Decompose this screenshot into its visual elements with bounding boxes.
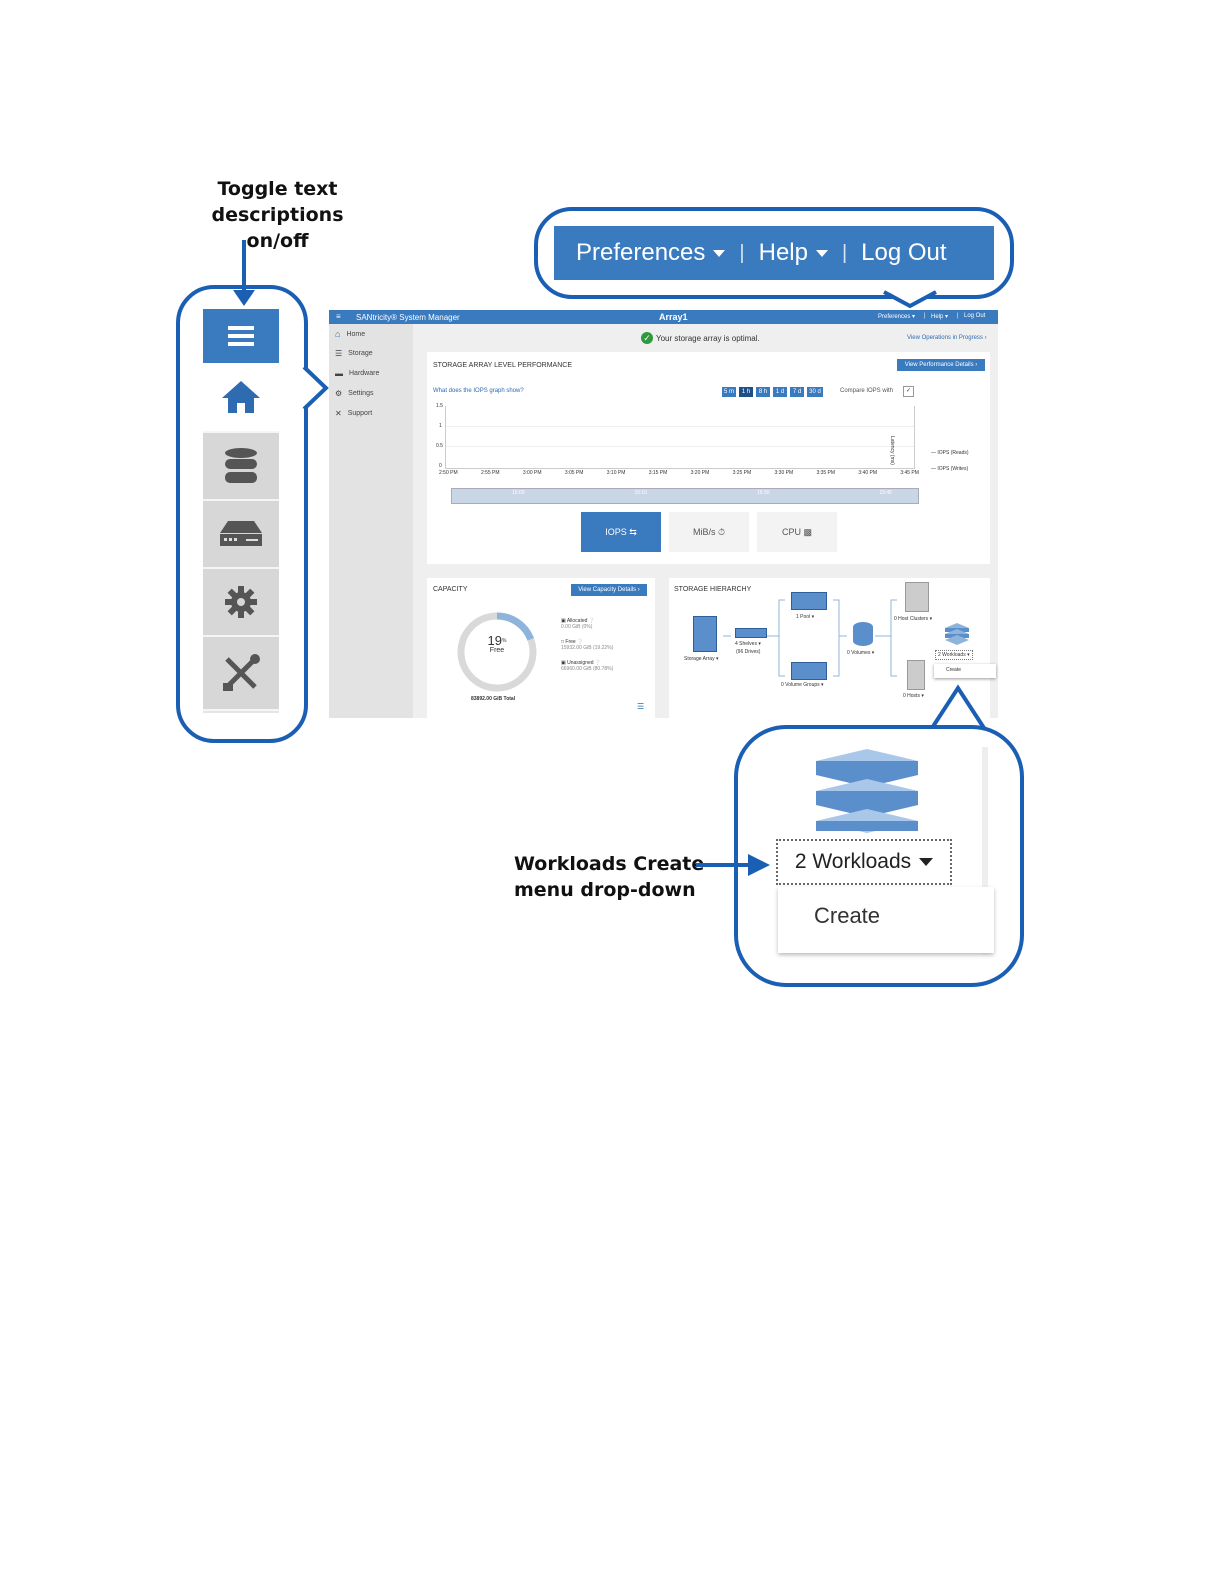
- hierarchy-title: STORAGE HIERARCHY: [674, 586, 752, 593]
- capacity-percent: 19: [487, 633, 502, 648]
- status-text: Your storage array is optimal.: [656, 333, 760, 343]
- latency-axis-label: Latency (ms): [889, 436, 895, 465]
- database-icon: [224, 447, 258, 485]
- host-cluster-icon[interactable]: [905, 582, 929, 612]
- time-range-scroller[interactable]: [451, 488, 919, 504]
- capacity-total: 83892.00 GiB Total: [471, 696, 516, 702]
- volumes-label[interactable]: 0 Volumes ▾: [847, 650, 875, 656]
- capacity-percent-sign: %: [502, 638, 507, 644]
- scroll-tick: 15:00: [512, 490, 525, 496]
- hamburger-icon[interactable]: ≡: [336, 312, 341, 321]
- iops-help-link[interactable]: What does the IOPS graph show?: [433, 388, 524, 394]
- y-tick: 0.5: [436, 443, 443, 449]
- drives-label: (96 Drives): [736, 649, 761, 655]
- range-selector: [722, 387, 832, 397]
- pool-label[interactable]: 1 Pool ▾: [796, 614, 815, 620]
- gear-icon: [224, 585, 258, 619]
- hamburger-toggle-button[interactable]: [203, 309, 279, 363]
- sidebar-item-support[interactable]: ✕ Support: [335, 409, 373, 418]
- menu-separator: |: [841, 241, 848, 264]
- workloads-dropdown-zoom[interactable]: 2 Workloads: [776, 839, 952, 885]
- hardware-icon: ▬: [335, 369, 343, 378]
- x-tick: 3:30 PM: [774, 470, 794, 476]
- allocated-row: ▣ Allocated ❔: [561, 618, 596, 624]
- x-tick: 2:50 PM: [439, 470, 458, 476]
- header-logout[interactable]: Log Out: [964, 313, 986, 319]
- scroll-tick: 15:15: [634, 490, 647, 496]
- compare-dropdown[interactable]: ✓: [903, 386, 914, 397]
- help-icon[interactable]: ❔: [577, 639, 584, 645]
- caret-down-icon: [919, 858, 933, 866]
- iops-chart: [445, 406, 915, 469]
- annotation-toggle-text: [180, 176, 375, 254]
- y-tick: 1.5: [436, 403, 443, 409]
- volume-groups-label[interactable]: 0 Volume Groups ▾: [781, 682, 824, 688]
- gridline: [446, 426, 914, 427]
- callout-pointer: [880, 290, 940, 310]
- shelves-icon[interactable]: [735, 628, 767, 638]
- database-icon: ☰: [335, 349, 343, 358]
- top-menu-callout: [534, 207, 1014, 299]
- sidebar: [329, 324, 413, 718]
- x-tick: 3:15 PM: [648, 470, 668, 476]
- workloads-dropdown[interactable]: 2 Workloads ▾: [935, 650, 973, 660]
- home-icon: [220, 379, 262, 415]
- storage-array-label[interactable]: Storage Array ▾: [684, 656, 719, 662]
- allocated-value: 0.00 GiB (0%): [561, 624, 593, 630]
- home-icon: ⌂: [335, 329, 341, 339]
- shelves-label[interactable]: 4 Shelves ▾: [735, 641, 761, 647]
- capacity-title: CAPACITY: [433, 586, 468, 593]
- x-tick: 3:40 PM: [858, 470, 877, 476]
- status-bar: [641, 332, 760, 344]
- x-tick: 3:35 PM: [816, 470, 836, 476]
- callout-pointer-right: [302, 365, 330, 411]
- tools-icon: [221, 653, 261, 693]
- nav-hardware[interactable]: [203, 501, 279, 569]
- nav-storage[interactable]: [203, 433, 279, 501]
- sidebar-item-hardware[interactable]: ▬ Hardware: [335, 369, 380, 378]
- sidebar-item-home[interactable]: ⌂ Home: [335, 329, 366, 339]
- sidebar-item-settings[interactable]: ⚙ Settings: [335, 389, 374, 398]
- tools-icon: ✕: [335, 409, 342, 418]
- icon-column: [203, 309, 279, 713]
- check-circle-icon: ✓: [641, 332, 653, 344]
- pool-icon[interactable]: [791, 592, 827, 610]
- x-tick: 3:25 PM: [732, 470, 752, 476]
- view-capacity-details-button[interactable]: View Capacity Details ›: [571, 584, 647, 596]
- range-1h[interactable]: 1 h: [739, 387, 753, 397]
- annotation-workloads-line2: menu drop-down: [514, 879, 696, 901]
- x-tick: 3:05 PM: [564, 470, 584, 476]
- y-tick: 1: [439, 423, 442, 429]
- header-sep: |: [924, 313, 926, 319]
- performance-panel: [427, 352, 990, 564]
- x-ticks: [439, 470, 919, 476]
- app-header: [329, 310, 998, 324]
- x-tick: 3:10 PM: [606, 470, 626, 476]
- unassigned-value: 66960.00 GiB (80.78%): [561, 666, 614, 672]
- app-name: SANtricity® System Manager: [356, 313, 460, 322]
- header-help[interactable]: Help ▾: [931, 314, 949, 320]
- scroll-tick: 15:30: [756, 490, 770, 496]
- create-menu-item-zoom[interactable]: Create: [814, 903, 881, 928]
- hardware-icon: [218, 519, 264, 549]
- gear-icon: ⚙: [335, 389, 343, 398]
- donut-center: [455, 633, 539, 656]
- header-preferences[interactable]: Preferences ▾: [878, 314, 916, 320]
- tab-mibs[interactable]: MiB/s ⏱: [669, 512, 749, 552]
- view-performance-details-button[interactable]: View Performance Details ›: [897, 359, 985, 371]
- header-sep: |: [957, 313, 959, 319]
- nav-home[interactable]: [203, 363, 279, 433]
- metric-tabs: [581, 512, 841, 554]
- list-icon[interactable]: ☰: [637, 702, 645, 711]
- workloads-icon[interactable]: [943, 622, 971, 646]
- range-8h[interactable]: 8 h: [756, 387, 770, 397]
- workloads-stack-icon: [812, 747, 922, 845]
- y-tick: 0: [439, 463, 442, 469]
- annotation-workloads: [514, 851, 714, 903]
- hosts-label[interactable]: 0 Hosts ▾: [903, 693, 924, 699]
- compare-label: Compare IOPS with: [840, 388, 894, 394]
- range-7d[interactable]: 7 d: [790, 387, 804, 397]
- tab-iops[interactable]: IOPS ⇆: [581, 512, 661, 552]
- storage-array-icon[interactable]: [693, 616, 717, 652]
- unassigned-row: ▣ Unassigned ❔: [561, 660, 602, 666]
- annotation-workloads-line1: Workloads Create: [514, 853, 705, 875]
- x-tick: 3:20 PM: [690, 470, 710, 476]
- array-name: Array1: [659, 312, 688, 322]
- create-menu-zoom: [778, 887, 994, 953]
- range-30d[interactable]: 30 d: [807, 387, 823, 397]
- help-icon[interactable]: ❔: [588, 618, 596, 624]
- x-tick: 3:00 PM: [522, 470, 542, 476]
- volumes-icon[interactable]: [853, 622, 873, 646]
- gridline: [446, 446, 914, 447]
- workloads-zoom-callout: [734, 725, 1024, 987]
- workloads-create-menu: [934, 664, 996, 678]
- annotation-toggle-line2: descriptions on/off: [211, 204, 344, 252]
- capacity-panel: [427, 578, 655, 718]
- top-menu-bar: [554, 226, 994, 280]
- system-manager-screenshot: [329, 310, 998, 718]
- free-value: 15932.00 GiB (19.22%): [561, 645, 614, 651]
- legend-writes: — IOPS (Writes): [931, 466, 969, 472]
- create-menu-item[interactable]: Create: [946, 667, 962, 673]
- performance-title: STORAGE ARRAY LEVEL PERFORMANCE: [433, 362, 573, 369]
- range-1d[interactable]: 1 d: [773, 387, 787, 397]
- timer-icon: ⏱: [717, 526, 726, 537]
- range-5m[interactable]: 5 m: [723, 389, 734, 395]
- swap-icon: ⇆: [629, 526, 637, 537]
- chevron-down-icon: [713, 250, 725, 257]
- scroller-ticks: [512, 490, 892, 496]
- annotation-toggle-line1: Toggle text: [217, 178, 338, 200]
- menu-separator: |: [739, 241, 745, 264]
- annotation-arrow-right: [694, 852, 772, 878]
- capacity-free-label: Free: [489, 647, 505, 654]
- sidebar-item-storage[interactable]: ☰ Storage: [335, 349, 373, 358]
- preferences-menu[interactable]: Preferences: [576, 239, 725, 267]
- logout-link[interactable]: Log Out: [861, 239, 947, 266]
- legend-reads: — IOPS (Reads): [931, 450, 969, 456]
- x-tick: 2:55 PM: [480, 470, 500, 476]
- free-row: □ Free ❔: [561, 639, 584, 645]
- nav-support[interactable]: [203, 637, 279, 711]
- tab-cpu[interactable]: CPU ▩: [757, 512, 837, 552]
- hamburger-icon: [228, 325, 254, 347]
- chevron-down-icon: [816, 250, 828, 257]
- view-operations-link[interactable]: View Operations in Progress ›: [907, 335, 987, 341]
- hosts-icon[interactable]: [907, 660, 925, 690]
- help-menu[interactable]: Help: [759, 239, 828, 267]
- scroll-tick: 15:45: [879, 490, 892, 496]
- cpu-icon: ▩: [803, 526, 813, 537]
- capacity-legend: [561, 618, 651, 672]
- nav-settings[interactable]: [203, 569, 279, 637]
- volume-group-icon[interactable]: [791, 662, 827, 680]
- host-clusters-label[interactable]: 0 Host Clusters ▾: [894, 616, 933, 622]
- help-icon[interactable]: ❔: [594, 660, 602, 666]
- x-tick: 3:45 PM: [900, 470, 919, 476]
